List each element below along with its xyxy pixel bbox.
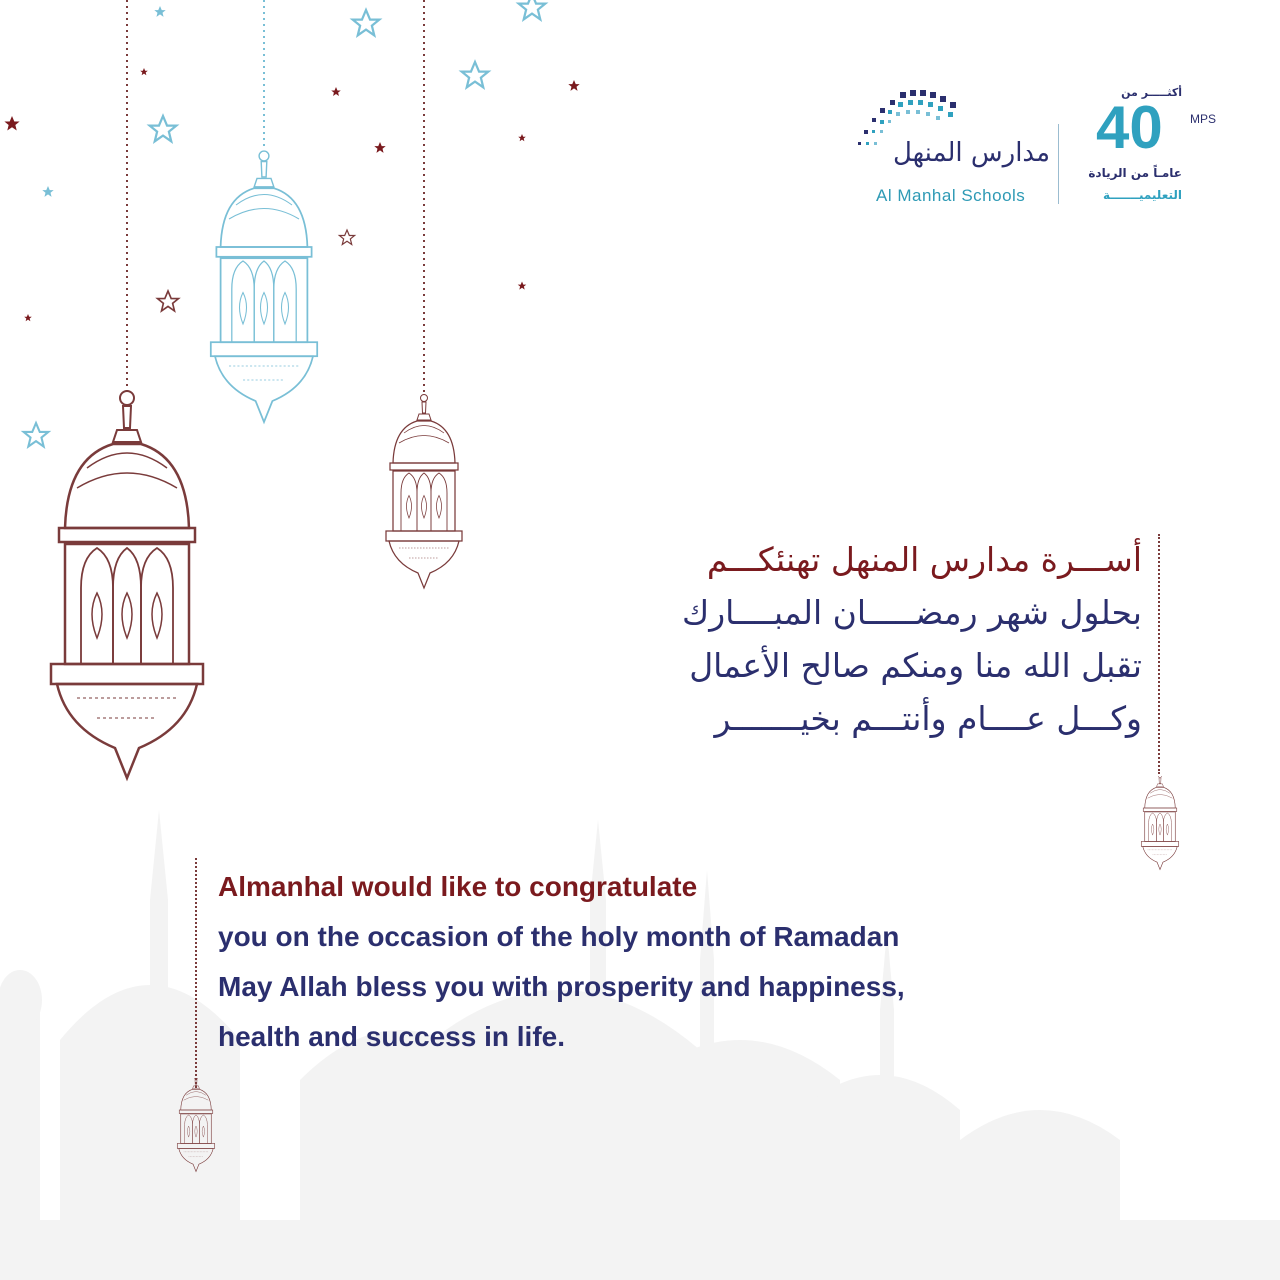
star-icon xyxy=(4,68,579,321)
small-lantern-icon xyxy=(1130,776,1190,872)
anniversary-line-1: عامـاً من الريادة xyxy=(1088,166,1182,180)
arabic-greeting xyxy=(560,533,1142,745)
brand-name-english: Al Manhal Schools xyxy=(876,186,1026,205)
anniversary-top-text: أكثـــــر من xyxy=(1121,86,1182,99)
star-icon xyxy=(158,230,355,311)
arabic-greeting-line: أســـرة مدارس المنهل تهنئكـــم xyxy=(706,540,1142,579)
arabic-greeting-line: بحلول شهر رمضـــــان المبــــارك xyxy=(682,593,1142,632)
english-greeting-line: Almanhal would like to congratulate xyxy=(218,871,698,902)
english-greeting-line: you on the occasion of the holy month of Ramadan xyxy=(218,921,900,952)
arabic-divider-line xyxy=(1158,534,1160,774)
star-icon xyxy=(42,6,165,197)
logo-divider xyxy=(1058,124,1059,204)
english-divider-line xyxy=(195,858,197,1088)
anniversary-line-2: التعليميـــــــة xyxy=(1102,188,1182,202)
anniversary-mps: MPS xyxy=(1190,112,1217,126)
english-greeting xyxy=(218,862,1038,1062)
anniversary-number: 40 xyxy=(1096,94,1163,161)
hanging-lantern-icon xyxy=(211,151,317,422)
arabic-greeting-line: وكـــل عــــام وأنتـــم بخيـــــــر xyxy=(714,699,1142,738)
english-greeting-line: May Allah bless you with prosperity and happiness, xyxy=(218,971,905,1002)
arabic-greeting-line: تقبل الله منا ومنكم صالح الأعمال xyxy=(689,646,1142,685)
hanging-lantern-icon xyxy=(51,391,203,778)
brand-name-arabic: مدارس المنهل xyxy=(892,138,1050,168)
star-icon xyxy=(24,0,546,447)
crescent-icon xyxy=(87,28,584,236)
school-logo xyxy=(850,86,1217,216)
english-greeting-line: health and success in life. xyxy=(218,1021,566,1052)
small-lantern-icon xyxy=(166,1078,226,1174)
hanging-lantern-icon xyxy=(386,395,462,589)
